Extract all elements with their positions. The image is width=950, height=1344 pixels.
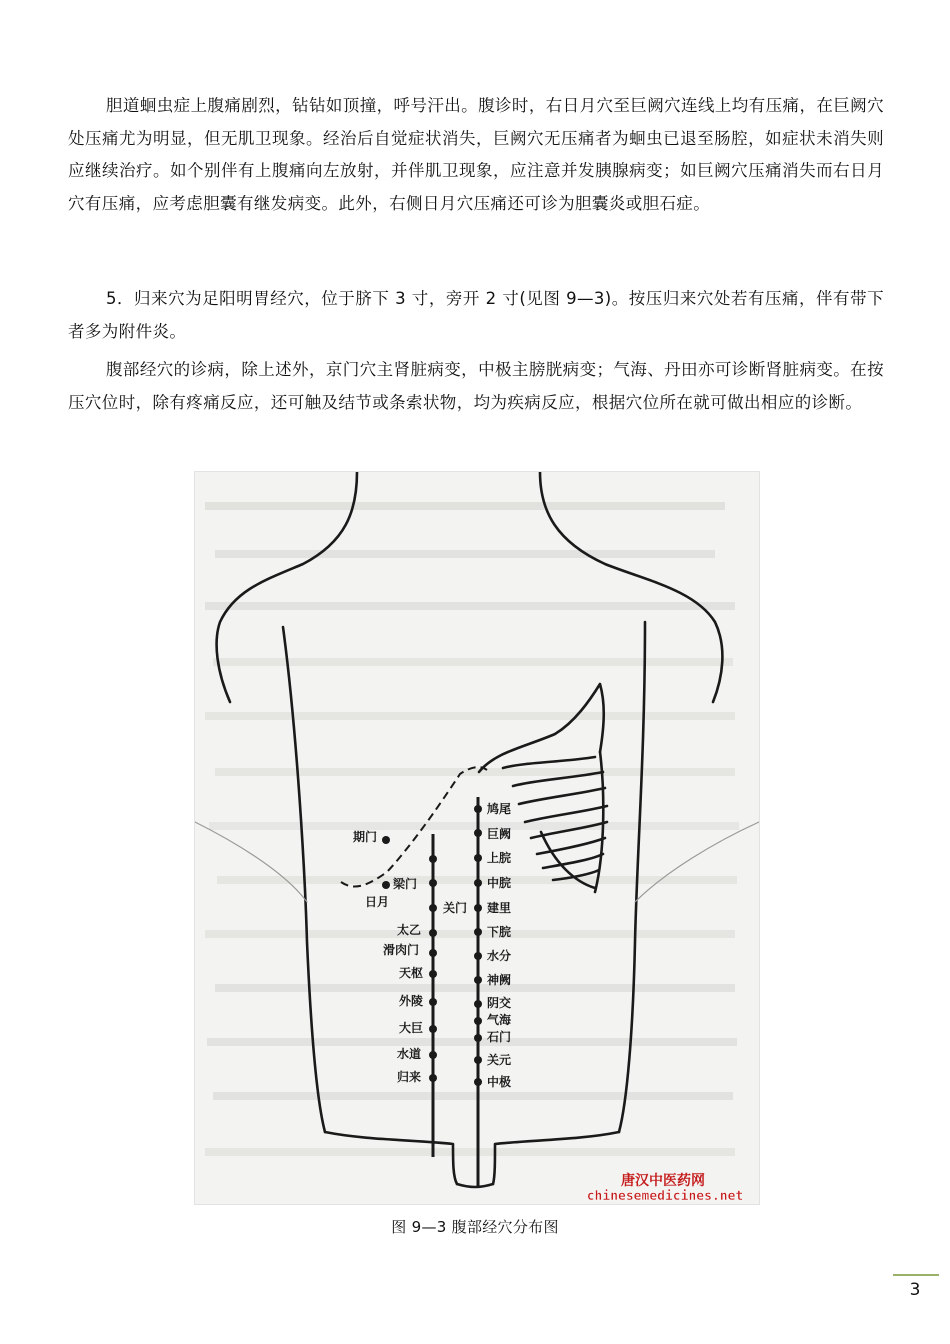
paragraph-gallbladder-ascariasis: 胆道蛔虫症上腹痛剧烈，钻钻如顶撞，呼号汗出。腹诊时，右日月穴至巨阙穴连线上均有压痛，在巨阙穴处压痛尤为明显，但无肌卫现象。经治后自觉症状消失，巨阙穴无压痛者为蛔虫已退至肠腔，如症状未消失则应继续治疗。如个别伴有上腹痛向左放射，并伴肌卫现象，应注意并发胰腺病变；如巨阙穴压痛消失而右日月穴有压痛，应考虑胆囊有继发病变。此外，右侧日月穴压痛还可诊为胆囊炎或胆石症。	[68, 96, 884, 213]
shuidao-point	[429, 1051, 437, 1059]
juque-point	[474, 829, 482, 837]
label-xiawan: 下脘	[487, 925, 512, 939]
label-guilai: 归来	[397, 1070, 422, 1084]
jiuwei-point	[474, 805, 482, 813]
zhongji-point	[474, 1078, 482, 1086]
yinjiao-point	[474, 1000, 482, 1008]
label-guanmen: 关门	[443, 901, 468, 915]
label-yinjiao: 阴交	[487, 996, 512, 1010]
label-shimen: 石门	[487, 1030, 512, 1044]
point-mark	[429, 855, 437, 863]
page-number: 3	[909, 1280, 921, 1300]
label-qihai: 气海	[487, 1013, 512, 1027]
bleed-through-text	[205, 502, 739, 1156]
abdominal-acupoint-figure	[194, 471, 760, 1205]
label-juque: 巨阙	[487, 827, 512, 841]
taiyi-point	[429, 929, 437, 937]
label-huaroumen: 滑肉门	[383, 943, 420, 957]
label-shuifen: 水分	[487, 949, 512, 963]
label-zhongji: 中极	[487, 1075, 512, 1089]
guilai-point	[429, 1074, 437, 1082]
daju-point	[429, 1025, 437, 1033]
page-number-rule	[893, 1274, 939, 1276]
watermark-brand: 唐汉中医药网	[621, 1173, 705, 1189]
watermark-url: chinesemedicines.net	[586, 1189, 744, 1204]
guanmen-point	[429, 904, 437, 912]
shangwan-point	[474, 854, 482, 862]
guanyuan-point	[474, 1056, 482, 1064]
label-shenque: 神阙	[487, 973, 512, 987]
wailing-point	[429, 998, 437, 1006]
xiawan-point	[474, 928, 482, 936]
shimen-point	[474, 1034, 482, 1042]
riyue-point	[382, 881, 390, 889]
label-wailing: 外陵	[399, 994, 424, 1008]
label-shuidao: 水道	[397, 1047, 422, 1061]
label-liangmen: 梁门	[393, 877, 418, 891]
label-qimen: 期门	[353, 830, 378, 844]
label-jiuwei: 鸠尾	[487, 802, 512, 816]
qihai-point	[474, 1017, 482, 1025]
label-taiyi: 太乙	[397, 923, 422, 937]
label-riyue: 日月	[365, 895, 390, 909]
qimen-point	[382, 836, 390, 844]
abdominal-acupoint-diagram	[195, 472, 759, 1204]
label-shangwan: 上脘	[487, 851, 512, 865]
zhongwan-point	[474, 879, 482, 887]
paragraph-guilai-point: 5．归来穴为足阳明胃经穴，位于脐下 3 寸，旁开 2 寸(见图 9—3)。按压归来穴处若有压痛，伴有带下者多为附件炎。	[68, 289, 884, 341]
shuifen-point	[474, 952, 482, 960]
huaroumen-point	[429, 949, 437, 957]
label-tianshu: 天枢	[399, 966, 424, 980]
tianshu-point	[429, 970, 437, 978]
shenque-point	[474, 976, 482, 984]
figure-caption: 图 9—3 腹部经穴分布图	[391, 1218, 559, 1236]
label-zhongwan: 中脘	[487, 876, 512, 890]
label-jianli: 建里	[487, 901, 512, 915]
jianli-point	[474, 904, 482, 912]
label-guanyuan: 关元	[487, 1053, 512, 1067]
paragraph-abdominal-points-diagnosis: 腹部经穴的诊病，除上述外，京门穴主肾脏病变，中极主膀胱病变；气海、丹田亦可诊断肾脏病变。在按压穴位时，除有疼痛反应，还可触及结节或条索状物，均为疾病反应，根据穴位所在就可做出相应的诊断。	[68, 360, 884, 412]
liangmen-point	[429, 879, 437, 887]
label-daju: 大巨	[399, 1021, 424, 1035]
site-watermark	[587, 1172, 744, 1204]
